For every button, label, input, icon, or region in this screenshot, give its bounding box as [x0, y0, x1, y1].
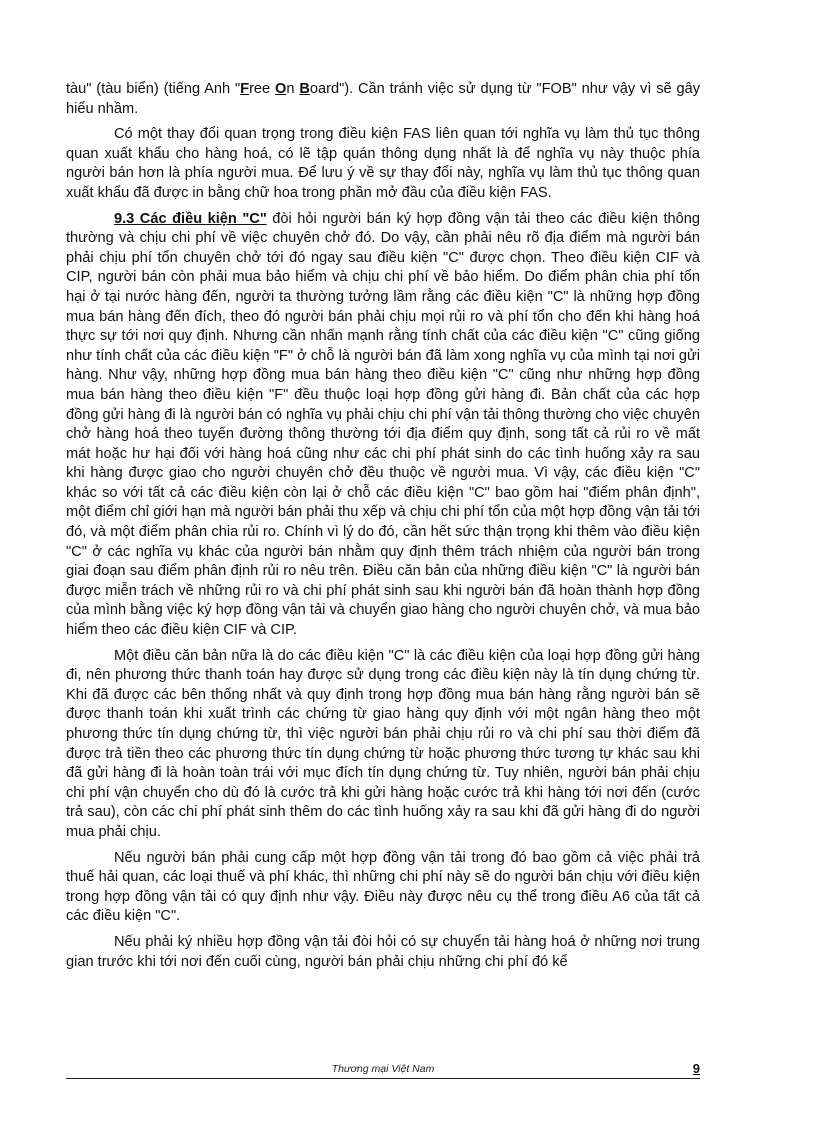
footer-title: Thương mại Việt Nam	[331, 1063, 435, 1075]
body-text	[66, 80, 700, 978]
paragraph-6: Nếu phải ký nhiều hợp đồng vận tải đòi hỏi có sự chuyển tải hàng hoá ở những nơi trung gian trước khi tới nơi đến cuối cùng, người bán phải chịu những chi phí đó kể	[66, 933, 700, 970]
paragraph-4: Một điều căn bản nữa là do các điều kiện "C" là các điều kiện của loại hợp đồng gửi hàng đi, nên phương thức thanh toán hay được sử dụng trong các điều kiện này là tín dụng chứng từ. Khi đã được các bên thống nhất và quy định trong hợp đồng mua bán hàng rằng người bán sẽ được thanh toán khi xuất trình các chứng từ giao hàng quy định với một ngân hàng theo một phương thức tín dụng chứng từ, thì việc người bán phải chịu rủi ro và chi phí sau thời điểm đã được trả tiền theo các phương thức tín dụng chứng từ hoặc phương thức tương tự khác sau khi đã gửi hàng đi là hoàn toàn trái với mục đích tín dụng chứng từ. Tuy nhiên, người bán phải chịu chi phí vận chuyển cho dù đó là cước trả khi gửi hàng hoặc cước trả khi hàng tới nơi đến (cước trả sau), còn các chi phí phát sinh thêm do các tình huống xảy ra sau khi đã gửi hàng đi do người mua phải chịu.	[66, 647, 700, 840]
paragraph-1: tàu" (tàu biển) (tiếng Anh "Free On Board"). Cần tránh việc sử dụng từ "FOB" như vậy vì sẽ gây hiểu nhầm.	[66, 81, 701, 117]
paragraph-3: 9.3 Các điều kiện "C" đòi hỏi người bán ký hợp đồng vận tải theo các điều kiện thông thường và chịu chi phí về việc chuyên chở đó. Do vậy, cần phải nêu rõ địa điểm mà người bán phải chịu phí tổn chuyên chở tới đó ngay sau điều kiện "C" được chọn. Theo điều kiện CIF và CIP, người bán còn phải mua bảo hiểm và chịu chi phí về bảo hiểm. Do điểm phân chia phí tổn hại ở tại nước hàng đến, người ta thường tưởng lầm rằng các điều kiện "C" là những hợp đồng mua bán hàng đến đích, theo đó người bán phải chịu mọi rủi ro và phí tổn cho đến khi hàng hoá thực sự tới nơi quy định. Nhưng cần nhấn mạnh rằng tính chất của các điều kiện "C" cũng giống như tính chất của các điều kiện "F" ở chỗ là người bán đã làm xong nghĩa vụ của mình tại nơi gửi hàng. Như vậy, những hợp đồng mua bán hàng theo điều kiện "C" cũng như những hợp đồng mua bán hàng theo điều kiện "F" đều thuộc loại hợp đồng gửi hàng đi. Bản chất của các hợp đồng gửi hàng đi là người bán có nghĩa vụ phải chịu chi phí vận tải thông thường cho việc chuyên chở hàng hoá theo tuyến đường thông thường tới địa điểm quy định, song tất cả rủi ro về mất mát hoặc hư hại đối với hàng hoá cũng như các chi phí phát sinh do các tình huống xảy ra sau khi hàng được giao cho người chuyên chở đều thuộc về người mua. Vì vậy, các điều kiện "C" khác so với tất cả các điều kiện còn lại ở chỗ các điều kiện "C" bao gồm hai "điểm phân định", một điểm chỉ giới hạn mà người bán phải thu xếp và chịu chi phí tổn của một hợp đồng vận tải tới đó, và một điểm phân chia rủi ro. Chính vì lý do đó, cần hết sức thận trọng khi thêm vào điều kiện "C" ở các nghĩa vụ khác của người bán nhằm quy định thêm trách nhiệm của người bán trong giai đoạn sau điểm phân định rủi ro nêu trên. Điều căn bản của những điều kiện "C" là người bán được miễn trách về những rủi ro và chi phí phát sinh sau khi người bán đã hoàn thành hợp đồng của mình bằng việc ký hợp đồng vận tải và chuyển giao hàng cho người chuyên chở, và mua bảo hiểm theo các điều kiện CIF và CIP.	[66, 210, 701, 639]
paragraph-5: Nếu người bán phải cung cấp một hợp đồng vận tải trong đó bao gồm cả việc phải trả thuế hải quan, các loại thuế và phí khác, thì những chi phí này sẽ do người bán chịu với điều kiện trong hợp đồng vận tải có quy định như vậy. Điều này được nêu cụ thể trong điều A6 của tất cả các điều kiện "C".	[66, 849, 700, 925]
fob-letter-o: O	[275, 81, 287, 97]
page-number: 9	[692, 1061, 700, 1076]
section-heading: 9.3 Các điều kiện "C"	[114, 210, 267, 227]
footer-divider	[66, 1078, 700, 1079]
fob-letter-b: B	[299, 81, 310, 97]
fob-letter-f: F	[240, 81, 250, 97]
paragraph-2: Có một thay đổi quan trọng trong điều kiện FAS liên quan tới nghĩa vụ làm thủ tục thông quan xuất khẩu cho hàng hoá, có lẽ tập quán thông dụng nhất là để nghĩa vụ này thuộc phía người bán hơn là phía người mua. Để lưu ý về sự thay đổi này, nghĩa vụ làm thủ tục thông quan xuất khẩu đã được in bằng chữ hoa trong phần mở đầu của điều kiện FAS.	[66, 126, 700, 201]
